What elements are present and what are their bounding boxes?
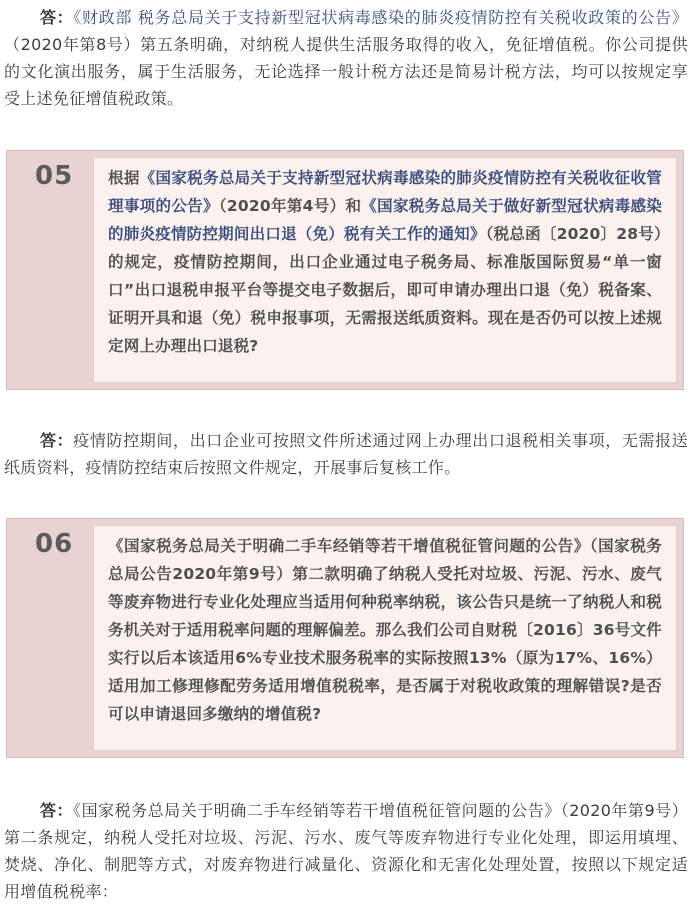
policy-reference-link[interactable]: 《国家税务总局关于支持新型冠状病毒感染的肺炎疫情防控有关税收征收管理事项的公告》 bbox=[108, 169, 662, 215]
answer-paragraph-2 bbox=[4, 427, 688, 481]
question-box-05 bbox=[6, 150, 684, 390]
question-text-panel bbox=[93, 525, 677, 751]
answer-text: （2020年第8号）第五条明确，对纳税人提供生活服务取得的收入，免征增值税。你公司提供的文化演出服务，属于生活服务，无论选择一般计税方法还是简易计税方法，均可以按规定享受上述免征增值税政策。 bbox=[4, 35, 688, 108]
answer-label: 答： bbox=[40, 431, 74, 450]
question-text: 根据 bbox=[108, 169, 140, 187]
answer-paragraph-1 bbox=[4, 4, 688, 112]
question-text-panel bbox=[93, 157, 677, 383]
question-text: （税总函〔2020〕28号）的规定，疫情防控期间，出口企业通过电子税务局、标准版国际贸易“单一窗口”出口退税申报平台等提交电子数据后，即可申请办理出口退（免）税备案、证明开具和退（免）税申报事项，无需报送纸质资料。现在是否仍可以按上述规定网上办理出口退税? bbox=[108, 225, 662, 355]
policy-reference-link[interactable]: 《财政部 税务总局关于支持新型冠状病毒感染的肺炎疫情防控有关税收政策的公告》 bbox=[73, 8, 688, 27]
question-number: 06 bbox=[35, 529, 74, 559]
answer-text: 《国家税务总局关于明确二手车经销等若干增值税征管问题的公告》（2020年第9号）第二条规定，纳税人受托对垃圾、污泥、污水、废气等废弃物进行专业化处理，即运用填埋、焚烧、净化、制肥等方式，对废弃物进行减量化、资源化和无害化处理处置，按照以下规定适用增值税税率： bbox=[4, 801, 688, 901]
question-text: 《国家税务总局关于明确二手车经销等若干增值税征管问题的公告》（国家税务总局公告2020年第9号）第二款明确了纳税人受托对垃圾、污泥、污水、废气等废弃物进行专业化处理应当适用何种税率纳税，该公告只是统一了纳税人和税务机关对于适用税率问题的理解偏差。那么我们公司自财税〔2016〕36号文件实行以后本该适用6%专业技术服务税率的实际按照13%（原为17%、16%）适用加工修理修配劳务适用增值税税率，是否属于对税收政策的理解错误?是否可以申请退回多缴纳的增值税? bbox=[108, 537, 662, 723]
answer-text: 疫情防控期间，出口企业可按照文件所述通过网上办理出口退税相关事项，无需报送纸质资料，疫情防控结束后按照文件规定，开展事后复核工作。 bbox=[4, 431, 688, 477]
answer-label: 答： bbox=[40, 8, 74, 27]
question-text: （2020年第4号）和 bbox=[218, 197, 362, 215]
policy-reference-link[interactable]: 《国家税务总局关于做好新型冠状病毒感染的肺炎疫情防控期间出口退（免）税有关工作的通知》 bbox=[108, 197, 663, 243]
question-number: 05 bbox=[35, 161, 74, 191]
answer-label: 答： bbox=[40, 801, 74, 820]
answer-paragraph-3 bbox=[4, 797, 688, 905]
question-box-06 bbox=[6, 518, 684, 758]
